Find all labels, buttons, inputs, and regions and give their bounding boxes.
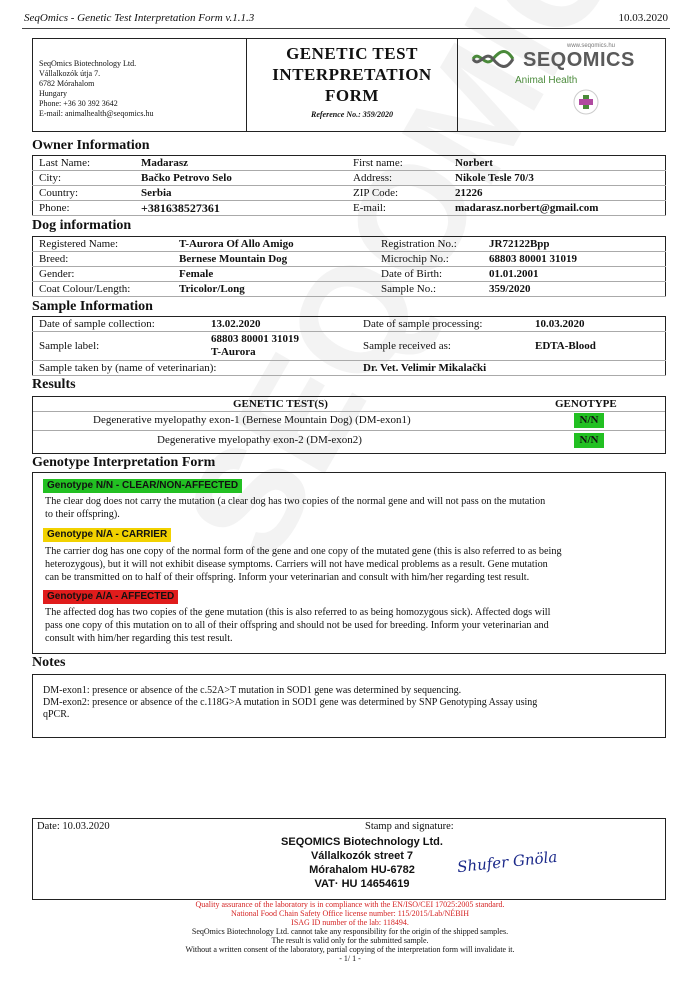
field-value: Nikole Tesle 70/3: [455, 171, 534, 184]
field-value: 68803 80001 31019: [489, 252, 577, 265]
company-line: SeqOmics Biotechnology Ltd.: [39, 59, 137, 68]
logo-wordmark: SEQOMICS: [523, 49, 635, 71]
form-title: [247, 39, 458, 131]
logo-url: www.seqomics.hu: [567, 43, 616, 49]
table-row: [33, 361, 666, 376]
text-line: to their offspring).: [45, 509, 120, 520]
field-value: 359/2020: [489, 282, 531, 295]
animal-health-emblem-icon: [573, 89, 599, 115]
field-value: 13.02.2020: [211, 317, 261, 330]
stamp-line: Mórahalom HU-6782: [309, 864, 415, 876]
genotype-result: N/N: [574, 413, 604, 428]
stamp-line: Vállalkozók street 7: [310, 850, 414, 862]
field-value: 10.03.2020: [535, 317, 585, 330]
company-line: Vállalkozók útja 7.: [39, 69, 101, 78]
note-line: qPCR.: [43, 709, 70, 720]
col-genotype: GENOTYPE: [555, 398, 617, 410]
company-logo: [457, 39, 665, 131]
table-row: [33, 171, 666, 186]
owner-section-title: Owner Information: [32, 138, 150, 153]
field-value: Serbia: [141, 186, 172, 199]
footer-line: ISAG ID number of the lab: 118494.: [291, 918, 409, 927]
field-label: Phone:: [39, 201, 70, 214]
text-line: pass one copy of this mutation on to all of their offspring and should not be used for breeding. Inform your veterinarian and: [45, 620, 549, 631]
stamp-line: SEQOMICS Biotechnology Ltd.: [281, 836, 443, 848]
test-name: Degenerative myelopathy exon-1 (Bernese Mountain Dog) (DM-exon1): [93, 414, 411, 426]
field-label: Coat Colour/Length:: [39, 282, 131, 295]
field-value: T-Aurora Of Allo Amigo: [179, 237, 294, 250]
footer-line: Without a written consent of the laboratory, partial copying of the interpretation form will invalidate it.: [185, 945, 515, 954]
note-line: DM-exon2: presence or absence of the c.118G>A mutation in SOD1 gene was determined by SNP Genotyping Assay using: [43, 697, 538, 708]
notes-section-title: Notes: [32, 655, 66, 670]
dog-table: [32, 236, 666, 297]
field-label: Last Name:: [39, 156, 91, 169]
sample-section-title: Sample Information: [32, 299, 153, 314]
field-value: 21226: [455, 186, 483, 199]
field-label: Sample received as:: [363, 339, 451, 352]
field-value: madarasz.norbert@gmail.com: [455, 201, 599, 214]
field-value: Dr. Vet. Velimir Mikalački: [363, 361, 487, 374]
top-bar: [22, 10, 670, 29]
footer-line: National Food Chain Safety Office license number: 115/2015/Lab/NÉBIH: [231, 909, 469, 918]
field-label: E-mail:: [353, 201, 386, 214]
company-address: [33, 39, 247, 131]
dna-icon: [471, 49, 515, 69]
field-value: Bernese Mountain Dog: [179, 252, 288, 265]
table-row: [33, 317, 666, 332]
page-number: - 1/ 1 -: [339, 954, 361, 963]
title-line: GENETIC TEST: [286, 44, 418, 63]
field-value: 01.01.2001: [489, 267, 539, 280]
text-line: heterozygous), but it will not exhibit disease symptoms. Carriers will not have medical problems as a result. Gene mutation: [45, 559, 548, 570]
carrier-genotype-tag: Genotype N/A - CARRIER: [43, 528, 171, 542]
signature-box: [32, 818, 666, 900]
logo-subtitle: Animal Health: [515, 75, 578, 86]
field-label: Sample No.:: [381, 282, 436, 295]
field-label: Country:: [39, 186, 79, 199]
dog-section-title: Dog information: [32, 218, 132, 233]
title-line: INTERPRETATION: [272, 65, 432, 84]
field-label: City:: [39, 171, 62, 184]
field-label: Breed:: [39, 252, 69, 265]
interpretation-box: [32, 472, 666, 654]
carrier-description: [45, 545, 655, 584]
signature: Shufer Gnöla: [456, 847, 559, 877]
company-line: Phone: +36 30 392 3642: [39, 99, 118, 108]
text-line: can be transmitted on to half of their offspring. Inform your veterinarian and consult with him/her regarding test result.: [45, 572, 530, 583]
table-row: [33, 156, 666, 171]
field-label: Registration No.:: [381, 237, 457, 250]
note-line: DM-exon1: presence or absence of the c.52A>T mutation in SOD1 gene was determined by sequencing.: [43, 685, 462, 696]
results-section-title: Results: [32, 377, 76, 392]
genotype-result: N/N: [574, 433, 604, 448]
company-line: E-mail: animalhealth@seqomics.hu: [39, 109, 154, 118]
results-table: [32, 396, 666, 454]
field-value: Tricolor/Long: [179, 282, 245, 295]
field-label: Sample taken by (name of veterinarian):: [39, 361, 217, 374]
notes-text: [43, 685, 537, 721]
field-label: ZIP Code:: [353, 186, 399, 199]
field-label: First name:: [353, 156, 403, 169]
title-line: FORM: [325, 86, 379, 105]
field-label: Sample label:: [39, 339, 100, 352]
quality-statement: [40, 900, 660, 927]
table-row: [33, 282, 666, 297]
table-row: [33, 332, 666, 361]
company-line: Hungary: [39, 89, 67, 98]
form-version: SeqOmics - Genetic Test Interpretation Form v.1.1.3: [24, 12, 255, 24]
field-label: Date of sample collection:: [39, 317, 155, 330]
col-genetic-test: GENETIC TEST(S): [233, 398, 328, 410]
field-label: Registered Name:: [39, 237, 119, 250]
interpretation-section-title: Genotype Interpretation Form: [32, 455, 216, 470]
footer-line: SeqOmics Biotechnology Ltd. cannot take any responsibility for the origin of the shipped samples.: [191, 927, 509, 936]
notes-box: [32, 674, 666, 738]
field-value: 68803 80001 31019: [211, 333, 299, 345]
text-line: The clear dog does not carry the mutation (a clear dog has two copies of the normal gene and will not pass on the mutation: [45, 496, 546, 507]
field-value: T-Aurora: [211, 346, 256, 358]
sample-label-value: [205, 332, 357, 361]
field-value: Bačko Petrovo Selo: [141, 171, 232, 184]
company-line: 6782 Mórahalom: [39, 79, 95, 88]
table-row: [33, 267, 666, 282]
print-date: 10.03.2020: [618, 12, 668, 24]
field-label: Microchip No.:: [381, 252, 449, 265]
affected-genotype-tag: Genotype A/A - AFFECTED: [43, 590, 178, 604]
company-stamp: [277, 835, 447, 891]
field-label: Date of sample processing:: [363, 317, 483, 330]
issue-date: Date: 10.03.2020: [37, 821, 110, 832]
clear-genotype-tag: Genotype N/N - CLEAR/NON-AFFECTED: [43, 479, 242, 493]
field-label: Address:: [353, 171, 393, 184]
affected-description: [45, 606, 655, 645]
text-line: The carrier dog has one copy of the normal form of the gene and one copy of the mutated gene (this is also referred to as being: [45, 546, 562, 557]
field-value: +381638527361: [141, 200, 220, 215]
stamp-label: Stamp and signature:: [365, 821, 454, 832]
field-value: JR72122Bpp: [489, 237, 550, 250]
divider: [33, 430, 665, 431]
footer-line: Quality assurance of the laboratory is in compliance with the EN/ISO/CEI 17025:2005 standard.: [195, 900, 505, 909]
field-value: Female: [179, 267, 214, 280]
field-label: Gender:: [39, 267, 75, 280]
table-row: [33, 252, 666, 267]
field-value: EDTA-Blood: [535, 339, 596, 352]
field-value: Norbert: [455, 156, 493, 169]
clear-description: [45, 495, 655, 521]
footer-line: The result is valid only for the submitted sample.: [271, 936, 429, 945]
owner-table: [32, 155, 666, 216]
test-name: Degenerative myelopathy exon-2 (DM-exon2): [157, 434, 362, 446]
field-label: Date of Birth:: [381, 267, 443, 280]
reference-number: Reference No.: 359/2020: [311, 110, 393, 119]
form-header: [32, 38, 666, 132]
disclaimer: [40, 927, 660, 963]
field-value: Madarasz: [141, 156, 189, 169]
table-row: [33, 201, 666, 216]
sample-table: [32, 316, 666, 376]
text-line: consult with him/her regarding this test result.: [45, 633, 233, 644]
text-line: The affected dog has two copies of the gene mutation (this is also referred to as being homozygous sick). Affected dogs will: [45, 607, 551, 618]
table-row: [33, 237, 666, 252]
stamp-line: VAT· HU 14654619: [314, 878, 410, 890]
table-row: [33, 186, 666, 201]
